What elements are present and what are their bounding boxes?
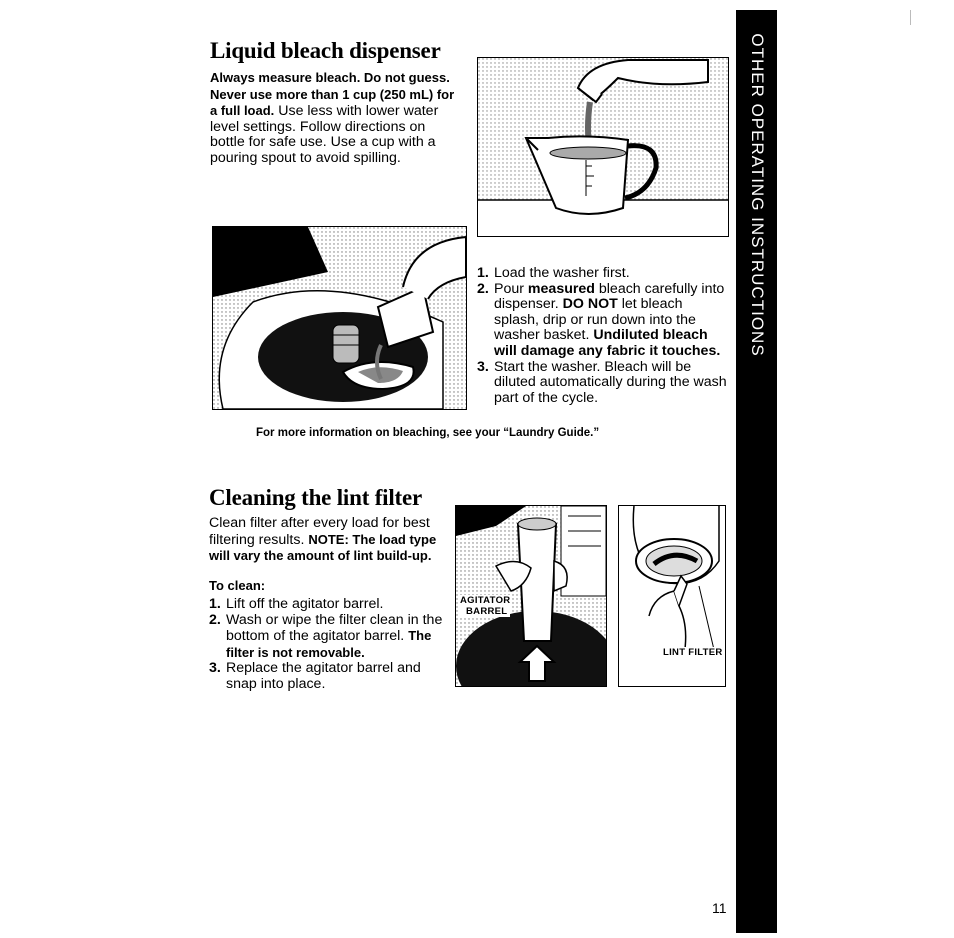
- lint-intro: Clean filter after every load for best filtering results. NOTE: The load type will vary the amount of lint build-up.: [209, 515, 437, 564]
- bleach-more-info: For more information on bleaching, see your “Laundry Guide.”: [256, 427, 600, 439]
- bleach-intro-text: Use less with lower water level settings. Follow directions on bottle for safe use. Use a cup with a pouring spout to avoid spilling.: [210, 103, 439, 166]
- lint-step-2: 2. Wash or wipe the filter clean in the bottom of the agitator barrel. The filter is not removable.: [209, 611, 443, 660]
- lint-filter-label: LINT FILTER: [663, 647, 723, 658]
- agitator-label: AGITATOR BARREL: [460, 595, 511, 617]
- lint-title: Cleaning the lint filter: [209, 485, 423, 510]
- lint-step-1: 1. Lift off the agitator barrel.: [209, 596, 384, 612]
- agitator-barrel-illustration: [455, 505, 607, 687]
- bleach-intro: [210, 70, 460, 167]
- lint-to-clean: To clean:: [209, 578, 266, 593]
- page-number: 11: [712, 900, 727, 916]
- lint-filter-illustration: [618, 505, 726, 687]
- bleach-title: Liquid bleach dispenser: [210, 38, 441, 63]
- margin-mark: [910, 10, 911, 25]
- lint-steps: [209, 597, 453, 693]
- sidebar-label: OTHER OPERATING INSTRUCTIONS: [747, 33, 767, 357]
- bleach-steps: [477, 266, 729, 406]
- section-sidebar: [736, 10, 777, 933]
- bleach-step-2: 2. Pour measured bleach carefully into dispenser. DO NOT let bleach splash, drip or run down into the washer basket. Undiluted bleach will damage any fabric it touches.: [477, 280, 725, 359]
- bleach-step-3: 3. Start the washer. Bleach will be diluted automatically during the wash part of the cycle.: [477, 358, 727, 406]
- bleach-step-1: 1. Load the washer first.: [477, 265, 630, 281]
- measuring-cup-illustration: [477, 57, 729, 237]
- lint-step-3: 3. Replace the agitator barrel and snap into place.: [209, 660, 421, 692]
- dispenser-pour-illustration: [212, 226, 467, 410]
- bleach-intro-warning: Always measure bleach. Do not guess. Never use more than 1 cup (250 mL) for a full load.: [210, 70, 455, 119]
